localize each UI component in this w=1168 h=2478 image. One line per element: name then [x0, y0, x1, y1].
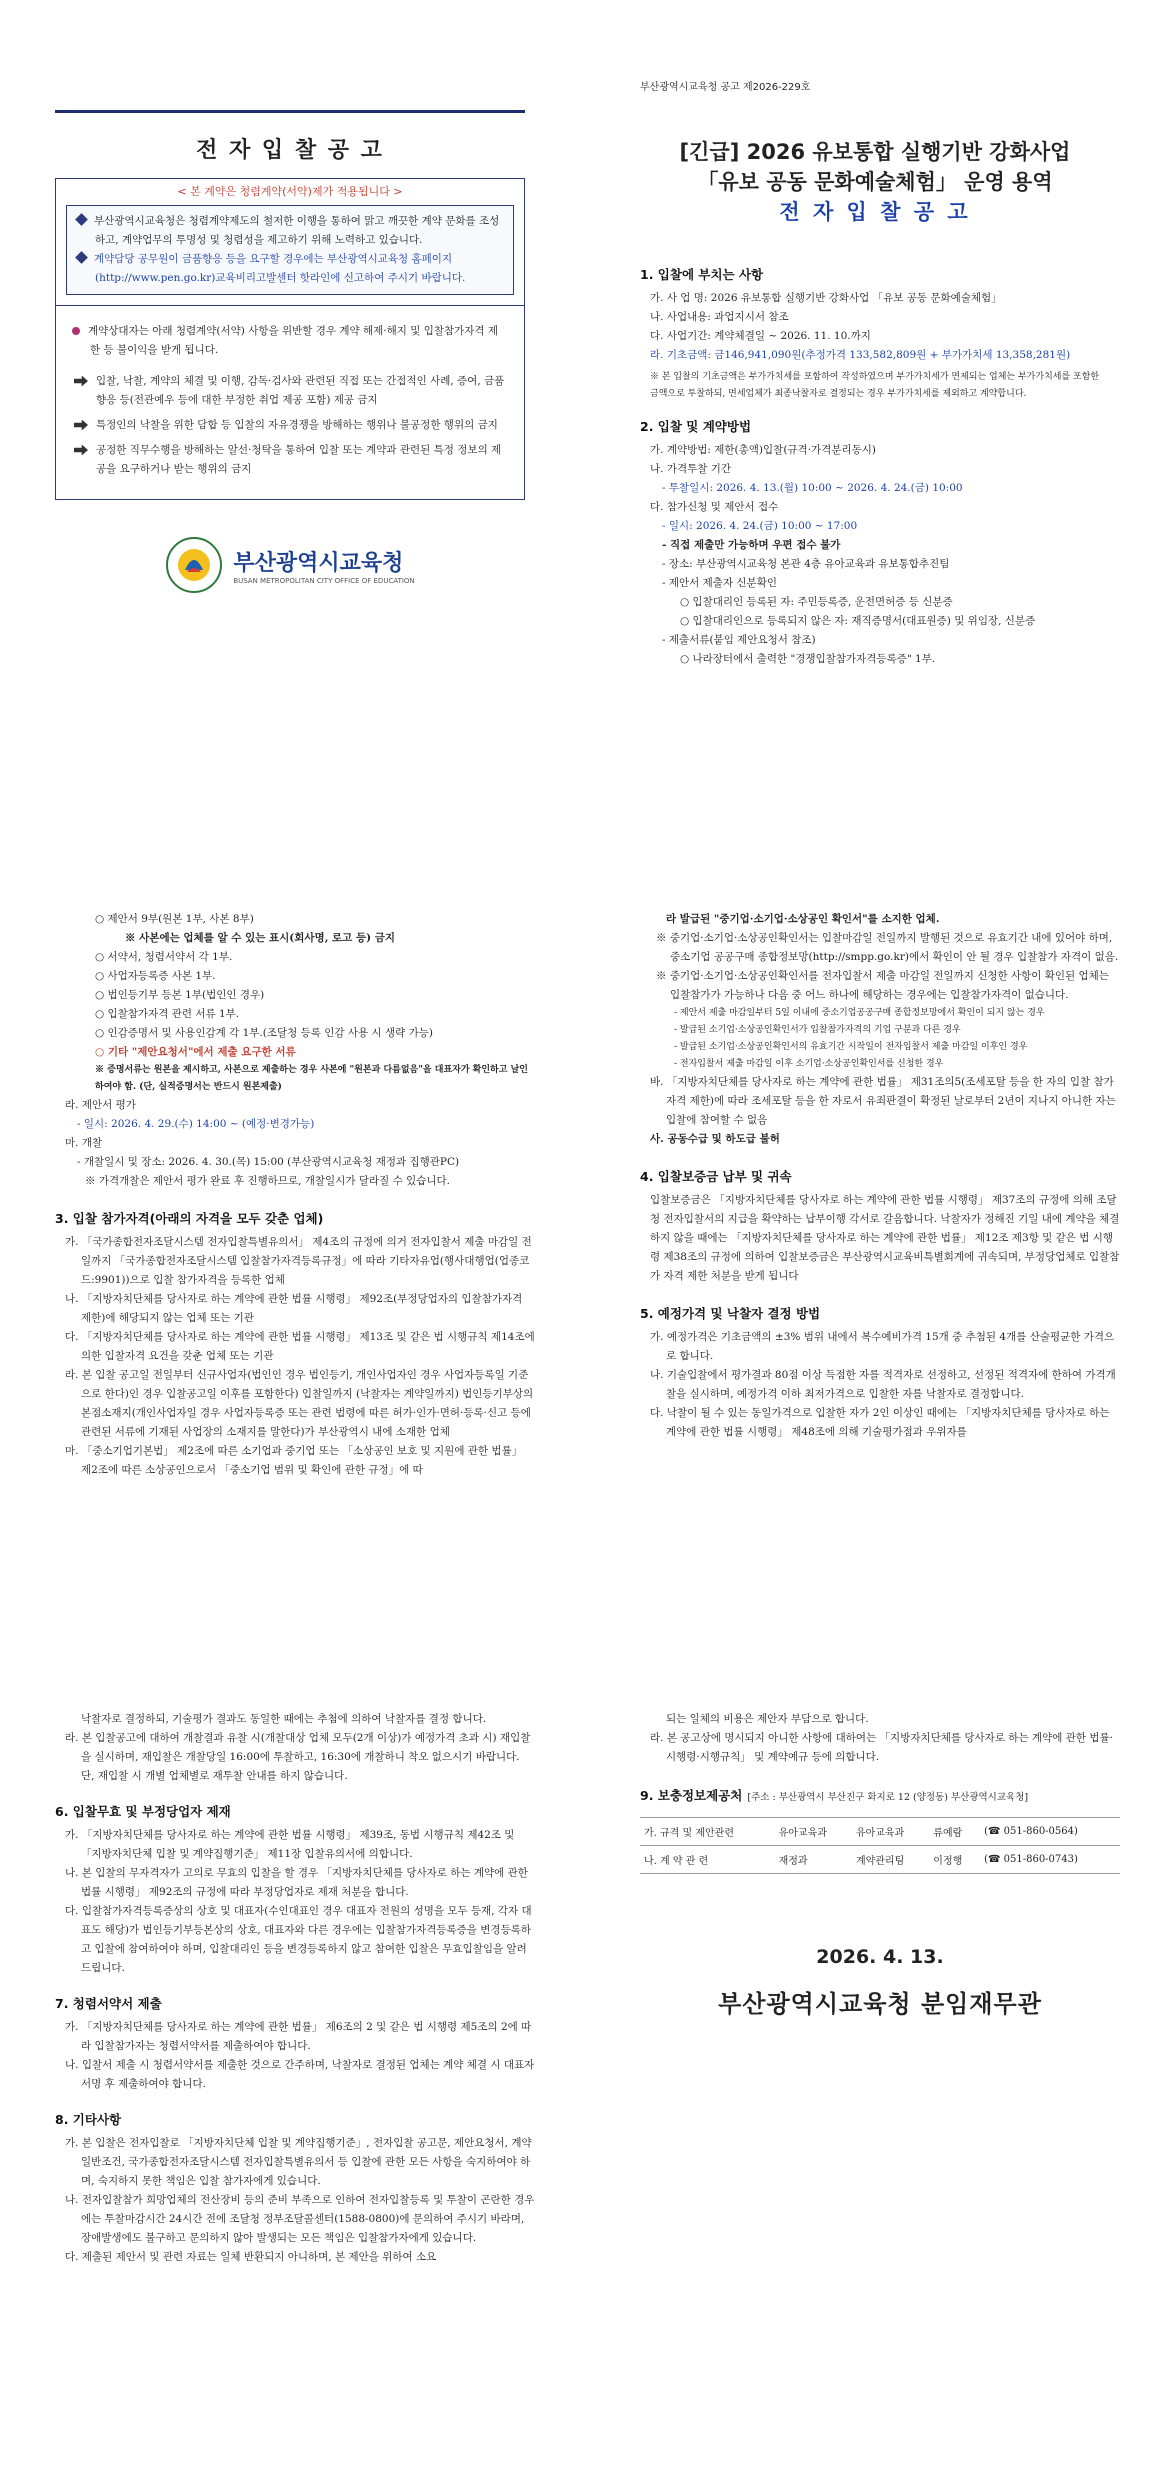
page-3: [0, 1680, 1168, 2478]
s2-line: 나. 가격투찰 기간: [650, 463, 732, 475]
s3-dash: - 발급된 소기업·소상공인확인서가 입찰참가자격의 기업 구분과 다른 경우: [674, 1025, 961, 1035]
bullet-icon: [72, 327, 80, 335]
s3-item: 나. 「지방자치단체를 당사자로 하는 계약에 관한 법률 시행령」 제92조(부정당업자의 입찰참가자격 제한)에 해당되지 않는 업체 또는 기관: [65, 1293, 523, 1324]
section-heading: 3. 입찰 참가자격(아래의 자격을 모두 갖춘 업체): [55, 1211, 324, 1226]
s2-line: 가. 계약방법: 제한(총액)입찰(규격·가격분리동시): [650, 444, 876, 456]
p2-item: ○ 사업자등록증 사본 1부.: [95, 970, 216, 982]
contact-name: 류예람: [929, 1818, 980, 1846]
arrow-icon: [74, 420, 88, 431]
s2-line: 다. 참가신청 및 제안서 접수: [650, 501, 779, 513]
section-1: [640, 265, 1110, 403]
box-item-2: 계약담당 공무원이 금품향응 등을 요구할 경우에는 부산광역시교육청 홈페이지(http://www.pen.go.kr)교육비리고발센터 핫라인에 신고하여 주시기 바랍니다.: [75, 250, 505, 288]
s3-note: ※ 중기업·소기업·소상공인확인서를 전자입찰서 제출 마감일 전일까지 신청한 사항이 확인된 업체는 입찰참가가 가능하나 다음 중 어느 하나에 해당하는 경우에는 입찰참가자격이 없습니다.: [656, 970, 1109, 1001]
s2-line: - 장소: 부산광역시교육청 본관 4층 유아교육과 유보통합추진팀: [662, 558, 950, 570]
s3-note: ※ 중기업·소기업·소상공인확인서는 입찰마감일 전일까지 발행된 것으로 유효기간 내에 있어야 하며, 중소기업 공공구매 종합정보망(http://smpp.go.kr)에서 확인이 안 될 경우 입찰참가 자격이 없음.: [656, 932, 1119, 963]
s7-item: 나. 입찰서 제출 시 청렴서약서를 제출한 것으로 간주하며, 낙찰자로 결정된 업체는 계약 체결 시 대표자 서명 후 제출하여야 합니다.: [65, 2059, 535, 2090]
section-heading: 5. 예정가격 및 낙찰자 결정 방법: [640, 1306, 821, 1321]
p2-item: ○ 입찰참가자격 관련 서류 1부.: [95, 1008, 240, 1020]
s3-item: 가. 「국가종합전자조달시스템 전자입찰특별유의서」 제4조의 규정에 의거 전자입찰서 제출 마감일 전일까지 「국가종합전자조달시스템 입찰참가자격등록규정」에 따라 기타자유업(행사대행업(업종코드:9901))으로 입찰 참가자격을 등록한 업체: [65, 1236, 532, 1286]
top-rule: [55, 110, 525, 113]
p2-item: ○ 제안서 9부(원본 1부, 사본 8부): [95, 913, 254, 925]
notice-title-1: [긴급] 2026 유보통합 실행기반 강화사업: [679, 140, 1071, 164]
section-2: [640, 417, 1110, 669]
s3-item: 마. 「중소기업기본법」 제2조에 따른 소기업과 중기업 또는 「소상공인 보호 및 지원에 관한 법률」 제2조에 따른 소상공인으로서 「중소기업 범위 및 확인에 관한 규정」에 따: [65, 1445, 523, 1476]
pledge-arrow-1: 입찰, 낙찰, 계약의 체결 및 이행, 감독·검사와 관련된 직접 또는 간접적인 사례, 증여, 금품향응 등(전관예우 등에 대한 부정한 취업 제공 포함) 제공 금지: [72, 372, 508, 410]
logo: [55, 536, 525, 594]
integrity-box: [55, 178, 525, 306]
s3-item: 사. 공동수급 및 하도급 불허: [650, 1133, 780, 1145]
p2-note: ※ 증명서류는 원본을 제시하고, 사본으로 제출하는 경우 사본에 "원본과 다름없음"을 대표자가 확인하고 날인하여야 함. (단, 실적증명서는 반드시 원본제출): [95, 1065, 528, 1092]
s5-item: 가. 예정가격은 기초금액의 ±3% 범위 내에서 복수예비가격 15개 중 추첨된 4개를 산술평균한 가격으로 합니다.: [650, 1331, 1115, 1362]
s1-line: 가. 사 업 명: 2026 유보통합 실행기반 강화사업 「유보 공동 문화예술체험」: [650, 292, 1002, 304]
section-heading: 9. 보충정보제공처: [640, 1788, 743, 1803]
integrity-inner: [66, 205, 514, 295]
contact-label: 나. 계 약 관 련: [640, 1846, 775, 1874]
p2-line: 마. 개찰: [65, 1137, 103, 1149]
pledge-box: [55, 306, 525, 500]
s5-item: 다. 낙찰이 될 수 있는 동일가격으로 입찰한 자가 2인 이상인 때에는 「지방자치단체를 당사자로 하는 계약에 관한 법률 시행령」 제48조에 의해 기술평가점과 우위자를: [650, 1407, 1110, 1438]
s8-item: 라. 본 공고상에 명시되지 아니한 사항에 대하여는 「지방자치단체를 당사자로 하는 계약에 관한 법률·시행령·시행규칙」 및 계약예규 등에 의합니다.: [650, 1732, 1113, 1763]
diamond-icon: [75, 213, 88, 226]
p2-item: ○ 인감증명서 및 사용인감계 각 1부.(조달청 등록 인감 사용 시 생략 가능): [95, 1027, 433, 1039]
s6-item: 나. 본 입찰의 무자격자가 고의로 무효의 입찰을 할 경우 「지방자치단체를 당사자로 하는 계약에 관한 법률 시행령」 제92조의 규정에 따라 부정당업자로 제재 처분을 합니다.: [65, 1867, 528, 1898]
s2-line: ○ 입찰대리인으로 등록되지 않은 자: 재직증명서(대표원증) 및 위임장, 신분증: [680, 615, 1036, 627]
s1-line: 라. 기초금액: 금146,941,090원(추정가격 133,582,809원 + 부가가치세 13,358,281원): [650, 349, 1071, 361]
s5-item: 나. 기술입찰에서 평가결과 80점 이상 득점한 자를 적격자로 선정하고, 선정된 적격자에 한하여 가격개찰을 실시하며, 예정가격 이하 최저가격으로 입찰한 자를 낙찰자로 결정합니다.: [650, 1369, 1116, 1400]
arrow-icon: [74, 376, 88, 387]
left-panel: [55, 110, 525, 594]
table-row: [640, 1846, 1120, 1874]
s2-line: - 직접 제출만 가능하며 우편 접수 불가: [662, 539, 841, 551]
integrity-subtitle: < 본 계약은 청렴계약(서약)제가 적용됩니다 >: [177, 185, 403, 198]
logo-subtext: BUSAN METROPOLITAN CITY OFFICE OF EDUCATION: [233, 576, 415, 585]
s6-item: 가. 「지방자치단체를 당사자로 하는 계약에 관한 법률 시행령」 제39조, 동법 시행규칙 제42조 및 「지방자치단체 입찰 및 계약집행기준」 제11장 입찰유의서에 의합니다.: [65, 1829, 515, 1860]
box-item-1: 부산광역시교육청은 청렴계약제도의 철저한 이행을 통하여 맑고 깨끗한 계약 문화를 조성하고, 계약업무의 투명성 및 청렴성을 제고하기 위해 노력하고 있습니다.: [75, 212, 505, 250]
s2-line: ○ 나라장터에서 출력한 "경쟁입찰참가자격등록증" 1부.: [680, 653, 936, 665]
contact-table: [640, 1817, 1120, 1874]
s3-item: 다. 「지방자치단체를 당사자로 하는 계약에 관한 법률 시행령」 제13조 및 같은 법 시행규칙 제14조에 의한 입찰자격 요건을 갖춘 업체 또는 기관: [65, 1331, 535, 1362]
contact-role: 계약관리팀: [852, 1846, 929, 1874]
doc-number: 부산광역시교육청 공고 제2026-229호: [640, 82, 811, 93]
s3-item: 라. 본 입찰 공고일 전일부터 신규사업자(법인인 경우 법인등기, 개인사업자인 경우 사업자등록일 기준으로 한다)인 경우 입찰공고일 이후를 포함한다) 입찰일까지 (낙찰자는 계약일까지) 법인등기부상의 본점소재지(개인사업자일 경우 사업자등록증 또는 관련 법령에 따른 허가·인가·면허·등록·신고 등에 관련된 서류에 기재된 사업장의 소재지를 말한다)가 부산광역시 내에 소재한 업체: [65, 1369, 534, 1438]
s2-line: - 일시: 2026. 4. 24.(금) 10:00 ~ 17:00: [662, 520, 858, 532]
p2-line: - 일시: 2026. 4. 29.(수) 14:00 ~ (예정·변경가능): [77, 1118, 315, 1130]
p2-left: [55, 910, 535, 1480]
s7-item: 가. 「지방자치단체를 당사자로 하는 계약에 관한 법률」 제6조의 2 및 같은 법 시행령 제5조의 2에 따라 입찰참가자는 청렴서약서를 제출하여야 합니다.: [65, 2021, 532, 2052]
s3-dash: - 전자입찰서 제출 마감일 이후 소기업·소상공인확인서를 신청한 경우: [674, 1059, 944, 1069]
s5-item: 라. 본 입찰공고에 대하여 개찰결과 유찰 시(개찰대상 업체 모두(2개 이상)가 예정가격 초과 시) 재입찰을 실시하며, 재입찰은 개찰당일 16:00에 투찰하고, 16:30에 개찰하니 착오 없으시기 바랍니다. 단, 재입찰 시 개별 업체별로 재투찰 안내를 하지 않습니다.: [65, 1732, 531, 1782]
notice-title-3: 전 자 입 찰 공 고: [779, 200, 971, 224]
s2-line: - 투찰일시: 2026. 4. 13.(월) 10:00 ~ 2026. 4. 24.(금) 10:00: [662, 482, 963, 494]
s3-continued: 라 발급된 "중기업·소기업·소상공인 확인서"를 소지한 업체.: [666, 913, 940, 925]
s4-body: 입찰보증금은 「지방자치단체를 당사자로 하는 계약에 관한 법률 시행령」 제37조의 규정에 의해 조달청 전자입찰서의 지급을 확약하는 납부이행 각서로 갈음합니다. 낙찰자가 정해진 기일 내에 계약을 체결하지 않을 때에는 「지방자치단체를 당사자로 하는 계약에 관한 법률」 제12조 제3항 및 같은 법 시행령 제38조의 규정에 의하여 입찰보증금은 부산광역시교육비특별회계에 귀속되며, 부정당업체로 입찰참가 자격 제한 처분을 받게 됩니다: [650, 1194, 1120, 1282]
s6-item: 다. 입찰참가자격등록증상의 상호 및 대표자(수인대표인 경우 대표자 전원의 성명을 모두 등재, 각자 대표도 해당)가 법인등기부등본상의 상호, 대표자와 다른 경우에는 입찰참가자격등록증을 변경등록하고 입찰에 참여하여야 하며, 입찰대리인 등을 변경등록하지 않고 참여한 입찰은 무효입찰임을 알려드립니다.: [65, 1905, 532, 1974]
s8-item: 다. 제출된 제안서 및 관련 자료는 일체 반환되지 아니하며, 본 제안을 위하여 소요: [65, 2251, 437, 2263]
p2-item: ○ 기타 "제안요청서"에서 제출 요구한 서류: [95, 1046, 296, 1058]
p3-left: [55, 1710, 535, 2267]
s9-address: [주소 : 부산광역시 부산진구 화지로 12 (양정동) 부산광역시교육청]: [747, 1792, 1029, 1803]
logo-text: 부산광역시교육청: [233, 550, 404, 576]
contact-name: 이정행: [929, 1846, 980, 1874]
p2-item: ○ 법인등기부 등본 1부(법인인 경우): [95, 989, 265, 1001]
contact-dept: 재정과: [775, 1846, 852, 1874]
p2-line: 라. 제안서 평가: [65, 1099, 136, 1111]
s3-dash: - 제안서 제출 마감일부터 5일 이내에 중소기업공공구매 종합정보망에서 확인이 되지 않는 경우: [674, 1008, 1045, 1018]
pledge-arrow-3: 공정한 직무수행을 방해하는 알선·청탁을 통하여 입찰 또는 계약과 관련된 특정 정보의 제공을 요구하거나 받는 행위의 금지: [72, 441, 508, 479]
issuer: 부산광역시교육청 분임재무관: [718, 1990, 1042, 2018]
page-2: [0, 880, 1168, 1660]
p2-item: ○ 서약서, 청렴서약서 각 1부.: [95, 951, 233, 963]
section-heading: 1. 입찰에 부치는 사항: [640, 267, 764, 282]
s3-item: 바. 「지방자치단체를 당사자로 하는 계약에 관한 법률」 제31조의5(조세포탈 등을 한 자의 입찰 참가자격 제한)에 따라 조세포탈 등을 한 자로서 유죄판결이 확정된 날로부터 2년이 지나지 아니한 자는 입찰에 참여할 수 없음: [650, 1076, 1116, 1126]
notice-date: 2026. 4. 13.: [816, 1946, 944, 1968]
diamond-icon: [75, 251, 88, 264]
s2-line: - 제출서류(붙임 제안요청서 참조): [662, 634, 816, 646]
p2-line: ※ 가격개찰은 제안서 평가 완료 후 진행하므로, 개찰일시가 달라질 수 있습니다.: [85, 1175, 450, 1187]
table-row: [640, 1818, 1120, 1846]
emblem-icon: [165, 536, 223, 594]
right-panel: [640, 78, 1110, 669]
section-heading: 2. 입찰 및 계약방법: [640, 419, 752, 434]
pledge-intro: 계약상대자는 아래 청렴계약(서약) 사항을 위반할 경우 계약 해제·해지 및 입찰참가자격 제한 등 불이익을 받게 됩니다.: [72, 322, 508, 360]
section-heading: 4. 입찰보증금 납부 및 귀속: [640, 1169, 792, 1184]
s8-item: 가. 본 입찰은 전자입찰로 「지방자치단체 입찰 및 계약집행기준」, 전자입찰 공고문, 제안요청서, 계약 일반조건, 국가종합전자조달시스템 전자입찰특별유의서 등 입찰에 관한 모든 사항을 숙지하여야 하며, 숙지하지 못한 책임은 입찰 참가자에게 있습니다.: [65, 2137, 532, 2187]
pledge-arrow-2: 특정인의 낙찰을 위한 담합 등 입찰의 자유경쟁을 방해하는 행위나 불공정한 행위의 금지: [72, 416, 508, 435]
contact-tel: (☎ 051-860-0743): [980, 1846, 1120, 1874]
contact-role: 유아교육과: [852, 1818, 929, 1846]
s8-continued: 되는 일체의 비용은 제안자 부담으로 합니다.: [666, 1713, 869, 1725]
s1-note: ※ 본 입찰의 기초금액은 부가가치세를 포함하여 작성하였으며 부가가치세가 면제되는 업체는 부가가치세를 포함한 금액으로 투찰하되, 면세업체가 최종낙찰자로 결정되는 경우 부가가치세를 제외하고 계약합니다.: [650, 372, 1100, 399]
s1-line: 다. 사업기간: 계약체결일 ~ 2026. 11. 10.까지: [650, 330, 871, 342]
s3-dash: - 발급된 소기업·소상공인확인서의 유효기간 시작일이 전자입찰서 제출 마감일 이후인 경우: [674, 1042, 1028, 1052]
page-1: [0, 0, 1168, 830]
p3-right: [640, 1710, 1120, 2019]
left-title: 전 자 입 찰 공 고: [196, 138, 384, 163]
contact-tel: (☎ 051-860-0564): [980, 1818, 1120, 1846]
s8-item: 나. 전자입찰참가 희망업체의 전산장비 등의 준비 부족으로 인하여 전자입찰등록 및 투찰이 곤란한 경우에는 투찰마감시간 24시간 전에 조달청 정부조달콜센터(1588-0800)에 문의하여 주시기 바라며, 장애발생에도 불구하고 문의하지 않아 발생되는 모든 책임은 입찰참가자에게 있습니다.: [65, 2194, 535, 2244]
section-heading: 7. 청렴서약서 제출: [55, 1996, 162, 2011]
s1-line: 나. 사업내용: 과업지시서 참조: [650, 311, 789, 323]
p2-line: - 개찰일시 및 장소: 2026. 4. 30.(목) 15:00 (부산광역시교육청 재정과 집행관PC): [77, 1156, 460, 1168]
section-heading: 6. 입찰무효 및 부정당업자 제재: [55, 1804, 231, 1819]
arrow-icon: [74, 445, 88, 456]
s2-line: ○ 입찰대리인 등록된 자: 주민등록증, 운전면허증 등 신분증: [680, 596, 953, 608]
contact-dept: 유아교육과: [775, 1818, 852, 1846]
s2-line: - 제안서 제출자 신분확인: [662, 577, 777, 589]
section-9: [640, 1785, 1120, 1874]
section-heading: 8. 기타사항: [55, 2112, 122, 2127]
p2-right: [640, 910, 1120, 1442]
contact-label: 가. 규격 및 제안관련: [640, 1818, 775, 1846]
s5-continued: 낙찰자로 결정하되, 기술평가 결과도 동일한 때에는 추첨에 의하여 낙찰자를 결정 합니다.: [81, 1713, 487, 1725]
notice-title-2: 「유보 공동 문화예술체험」 운영 용역: [697, 170, 1053, 194]
p2-item: ※ 사본에는 업체를 알 수 있는 표시(회사명, 로고 등) 금지: [125, 932, 395, 944]
